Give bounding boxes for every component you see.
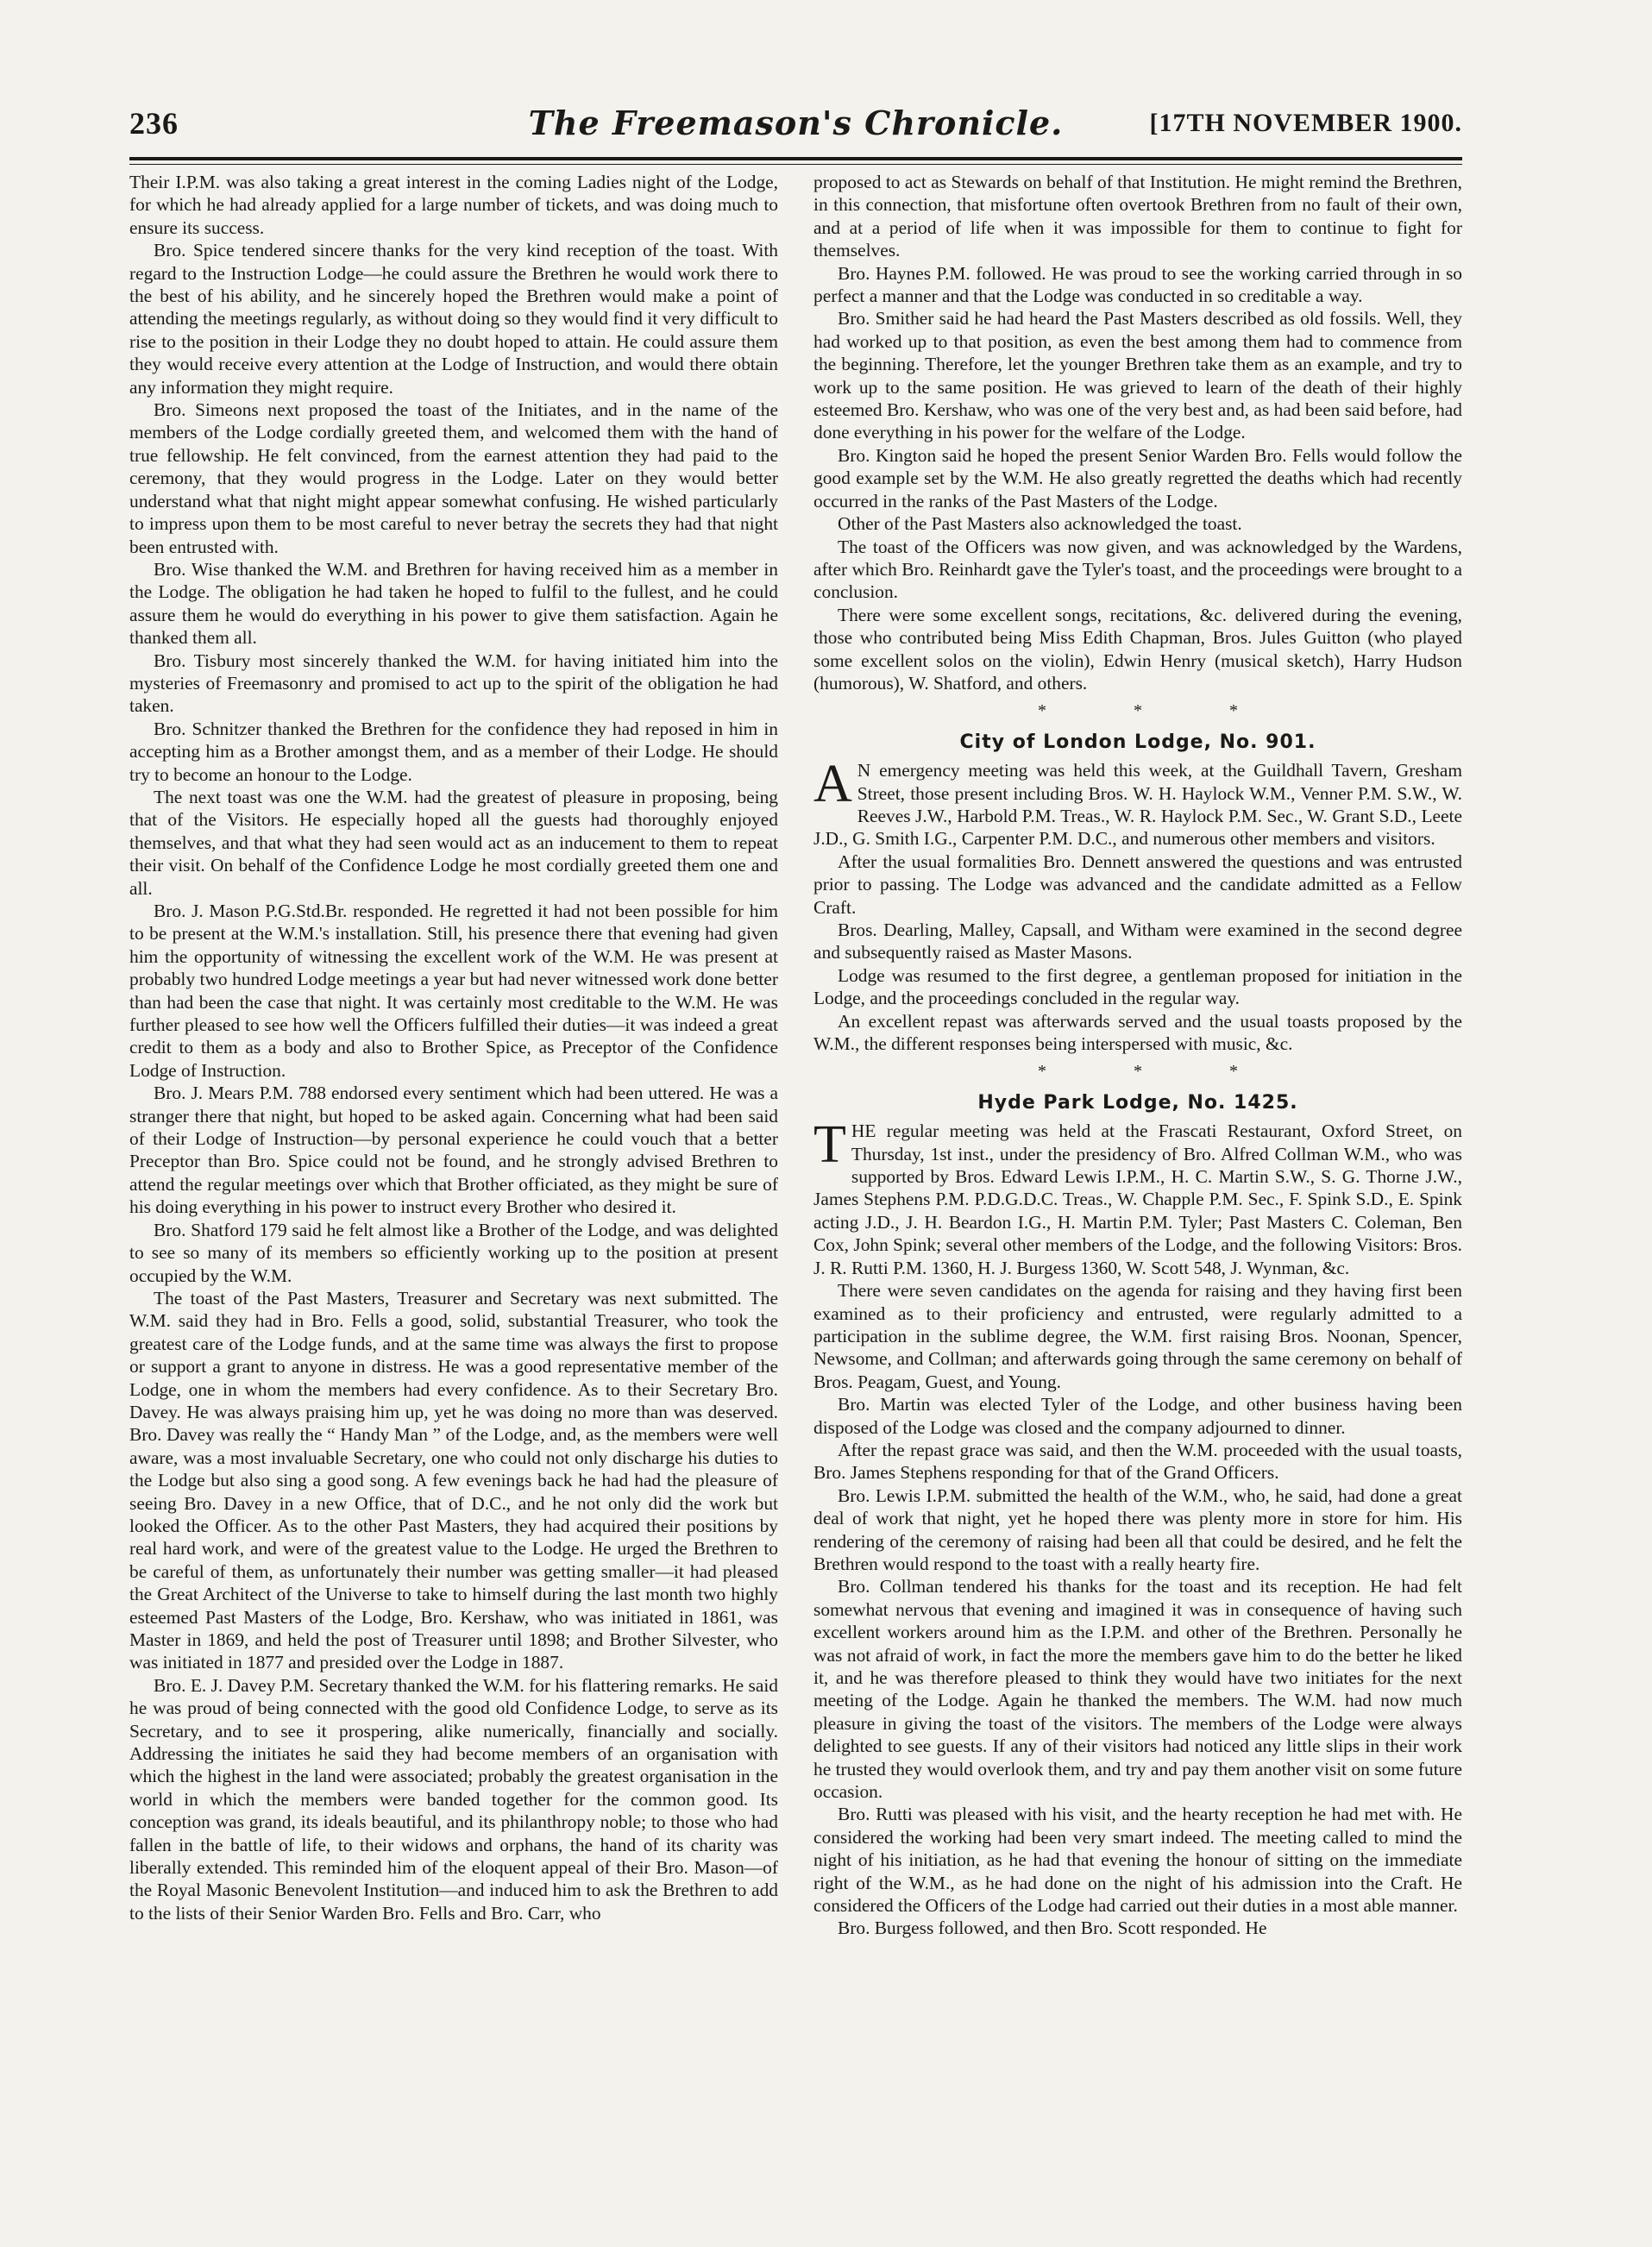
paragraph: Bro. Wise thanked the W.M. and Brethren for having received him as a member in the Lodge. The obligation he had taken he hoped to fulfil to the fullest, and he could assure them he would do everything in his power to give them satisfaction. Again he thanked them all.: [129, 558, 778, 649]
paragraph: Bro. E. J. Davey P.M. Secretary thanked the W.M. for his flattering remarks. He said he was proud of being connected with the good old Confidence Lodge, to serve as its Secretary, and to see it prospering, alike numerically, financially and socially. Addressing the initiates he said they had become members of an organisation with which the highest in the land were associated; probably the greatest organisation in the world in which the members were banded together for the common good. Its conception was grand, its ideals beautiful, and its philanthropy noble; to those who had fallen in the battle of life, to their widows and orphans, the hand of its charity was liberally extended. This reminded him of the eloquent appeal of their Bro. Mason—of the Royal Masonic Benevolent Institution—and induced him to ask the Brethren to add to the lists of their Senior Warden Bro. Fells and Bro. Carr, who: [129, 1674, 778, 1924]
drop-cap: T: [813, 1115, 846, 1175]
paragraph: Bro. Lewis I.P.M. submitted the health of the W.M., who, he said, had done a great deal of work that night, yet he hoped there was plenty more in store for him. His rendering of the ceremony of raising had been all that could be desired, and he felt the Brethren would respond to the toast with a really hearty fire.: [813, 1484, 1462, 1574]
paragraph: proposed to act as Stewards on behalf of that Institution. He might remind the Brethren, in this connection, that misfortune often overtook Brethren from no fault of their own, and at a period of life when it was impossible for them to continue to fight for themselves.: [813, 172, 1462, 261]
paragraph: Bro. Martin was elected Tyler of the Lodge, and other business having been disposed of the Lodge was closed and the company adjourned to dinner.: [813, 1394, 1462, 1438]
page-header: [129, 104, 1462, 164]
paragraph: [813, 755, 1462, 850]
paragraph: The next toast was one the W.M. had the greatest of pleasure in proposing, being that of the Visitors. He especially hoped all the guests had thoroughly enjoyed themselves, and that what they had seen would act as an inducement to them to repeat their visit. On behalf of the Confidence Lodge he most cordially greeted them one and all.: [129, 786, 778, 899]
paragraph: Bro. Schnitzer thanked the Brethren for the confidence they had reposed in him in accepting him as a Brother amongst them, and as a member of their Lodge. He should try to become an honour to the Lodge.: [129, 718, 778, 785]
paragraph: Bro. J. Mears P.M. 788 endorsed every sentiment which had been uttered. He was a stranger there that night, but hoped to be asked again. Concerning what had been said of their Lodge of Instruction—by personal experience he could vouch that a better Preceptor than Bro. Spice could not be found, and he strongly advised Brethren to attend the regular meetings over which that Brother officiated, as they might be sure of his doing everything in his power to instruct every Brother who desired it.: [129, 1083, 778, 1218]
paragraph: Bro. Kington said he hoped the present Senior Warden Bro. Fells would follow the good example set by the W.M. He also greatly regretted the deaths which had recently occurred in the ranks of the Past Masters of the Lodge.: [813, 444, 1462, 512]
section-heading-city-of-london: City of London Lodge, No. 901.: [959, 731, 1316, 753]
section-heading-hyde-park: Hyde Park Lodge, No. 1425.: [977, 1091, 1298, 1114]
issue-date: [17TH NOVEMBER 1900.: [1149, 109, 1462, 137]
paragraph: After the repast grace was said, and then the W.M. proceeded with the usual toasts, Bro. James Stephens responding for that of the Grand Officers.: [813, 1439, 1462, 1484]
masthead-title: The Freemason's Chronicle.: [528, 104, 1064, 142]
left-column: [129, 171, 778, 2206]
section-separator: * * *: [1038, 701, 1279, 721]
section-separator: * * *: [1038, 1062, 1279, 1082]
paragraph: An excellent repast was afterwards served and the usual toasts proposed by the W.M., the different responses being interspersed with music, &c.: [813, 1010, 1462, 1055]
page-number: 236: [129, 106, 179, 141]
paragraph: Bro. Shatford 179 said he felt almost like a Brother of the Lodge, and was delighted to see so many of its members so efficiently working up to the position at present occupied by the W.M.: [129, 1219, 778, 1286]
paragraph: Bro. Rutti was pleased with his visit, and the hearty reception he had met with. He considered the working had been very smart indeed. The meeting called to mind the night of his initiation, as he had that evening the honour of sitting on the immediate right of the W.M., as he had done on the night of his admission into the Craft. He considered the Officers of the Lodge had carried out their duties in a most able manner.: [813, 1804, 1462, 1917]
paragraph: Lodge was resumed to the first degree, a gentleman proposed for initiation in the Lodge, and the proceedings concluded in the regular way.: [813, 964, 1462, 1009]
paragraph: Other of the Past Masters also acknowledged the toast.: [838, 513, 1242, 535]
paragraph: Bro. Haynes P.M. followed. He was proud to see the working carried through in so perfect a manner and that the Lodge was conducted in so creditable a way.: [813, 262, 1462, 307]
right-column: [813, 171, 1462, 2206]
paragraph: Bro. Collman tendered his thanks for the toast and its reception. He had felt somewhat nervous that evening and imagined it was in consequence of having such excellent workers around him as the I.P.M. and other of the Brethren. Personally he was not afraid of work, in fact the more the members gave him to do the better he liked it, and he was therefore pleased to think they would have two initiates for the next meeting of the Lodge. Again he thanked the members. The W.M. had now much pleasure in giving the toast of the visitors. The members of the Lodge were always delighted to see guests. If any of their visitors had noticed any little slips in their work he trusted they would overlook them, and try and pay them another visit on some future occasion.: [813, 1576, 1462, 1803]
header-rule-thick: [129, 157, 1462, 160]
paragraph: The toast of the Past Masters, Treasurer and Secretary was next submitted. The W.M. said they had in Bro. Fells a good, solid, substantial Treasurer, who took the greatest care of the Lodge funds, and at the same time was always the first to propose or support a grant to anyone in distress. He was a good representative member of the Lodge, one in whom the members had every confidence. As to their Secretary Bro. Davey. He was always praising him up, yet he was doing no more than was deserved. Bro. Davey was really the “ Handy Man ” of the Lodge, and, as the members were well aware, was a most invaluable Secretary, one who could not only discharge his duties to the Lodge but also sing a good song. A few evenings back he had had the pleasure of seeing Bro. Davey in a new Office, that of D.C., and he not only did the work but looked the Officer. As to the other Past Masters, they had acquired their positions by real hard work, and were of the greatest value to the Lodge. He urged the Brethren to be careful of them, as unfortunately their number was getting smaller—it had pleased the Great Architect of the Universe to take to himself during the last month two highly esteemed Past Masters of the Lodge, Bro. Kershaw, who was initiated in 1861, was Master in 1869, and held the post of Treasurer until 1898; and Brother Silvester, who was initiated in 1877 and presided over the Lodge in 1887.: [129, 1287, 778, 1673]
paragraph: Bros. Dearling, Malley, Capsall, and Witham were examined in the second degree and subsequently raised as Master Masons.: [813, 920, 1462, 963]
paragraph: After the usual formalities Bro. Dennett answered the questions and was entrusted prior to passing. The Lodge was advanced and the candidate admitted as a Fellow Craft.: [813, 850, 1462, 918]
paragraph: Bro. Burgess followed, and then Bro. Scott responded. He: [838, 1917, 1267, 1939]
paragraph: Bro. Smither said he had heard the Past Masters described as old fossils. Well, they had worked up to that position, as even the best among them had to commence from the beginning. Therefore, let the younger Brethren take them as an example, and try to work up to the same position. He was grieved to learn of the death of their highly esteemed Bro. Kershaw, who was one of the very best and, as had been said before, had done everything in his power for the welfare of the Lodge.: [813, 308, 1462, 443]
paragraph: Bro. Tisbury most sincerely thanked the W.M. for having initiated him into the mysteries of Freemasonry and promised to act up to the spirit of the obligation he had taken.: [129, 650, 778, 717]
drop-cap: A: [813, 755, 852, 814]
paragraph: There were some excellent songs, recitations, &c. delivered during the evening, those who contributed being Miss Edith Chapman, Bros. Jules Guitton (who played some excellent solos on the violin), Edwin Henry (musical sketch), Harry Hudson (humorous), W. Shatford, and others.: [813, 604, 1462, 694]
paragraph: Their I.P.M. was also taking a great interest in the coming Ladies night of the Lodge, for which he had already applied for a large number of tickets, and was doing much to ensure its success.: [129, 172, 778, 238]
paragraph-text: N emergency meeting was held this week, at the Guildhall Tavern, Gresham Street, those present including Bros. W. H. Haylock W.M., Venner P.M. S.W., W. Reeves J.W., Harbold P.M. Treas., W. R. Haylock P.M. Sec., W. Grant S.D., Leete J.D., G. Smith I.G., Carpenter P.M. D.C., and numerous other members and visitors.: [813, 760, 1462, 850]
paragraph: There were seven candidates on the agenda for raising and they having first been examined as to their proficiency and entrusted, were regularly admitted to a participation in the sublime degree, the W.M. first raising Bros. Noonan, Spencer, Newsome, and Collman; and afterwards going through the same ceremony on behalf of Bros. Peagam, Guest, and Young.: [813, 1280, 1462, 1392]
paragraph: Bro. Simeons next proposed the toast of the Initiates, and in the name of the members of the Lodge cordially greeted them, and welcomed them with the hand of true fellowship. He felt convinced, from the earnest attention they had paid to the ceremony, that they would progress in the Lodge. Later on they would better understand what that night might appear somewhat confusing. He wished particularly to impress upon them to be most careful to never betray the secrets they had that night been entrusted with.: [129, 399, 778, 557]
paragraph: Bro. Spice tendered sincere thanks for the very kind reception of the toast. With regard to the Instruction Lodge—he could assure the Brethren he would work there to the best of his ability, and he sincerely hoped the Brethren would make a point of attending the meetings regularly, as without doing so they would find it very difficult to rise to the position in their Lodge they no doubt hoped to attain. He could assure them they would receive every attention at the Lodge of Instruction, and would there obtain any information they might require.: [129, 240, 778, 398]
paragraph: Bro. J. Mason P.G.Std.Br. responded. He regretted it had not been possible for him to be present at the W.M.'s installation. Still, his presence there that evening had given him the opportunity of witnessing the excellent work of the W.M. He was present at probably two hundred Lodge meetings a year but had never witnessed work done better than had been the case that night. It was certainly most creditable to the W.M. He was further pleased to see how well the Officers fulfilled their duties—it was indeed a great credit to them as a body and also to Brother Spice, as Preceptor of the Confidence Lodge of Instruction.: [129, 901, 778, 1081]
header-rule-thin: [129, 164, 1462, 165]
paragraph: [813, 1115, 1462, 1279]
paragraph: The toast of the Officers was now given, and was acknowledged by the Wardens, after which Bro. Reinhardt gave the Tyler's toast, and the proceedings were brought to a conclusion.: [813, 536, 1462, 603]
paragraph-text: HE regular meeting was held at the Frascati Restaurant, Oxford Street, on Thursday, 1st inst., under the presidency of Bro. Alfred Collman W.M., who was supported by Bros. Edward Lewis I.P.M., H. C. Martin S.W., S. G. Thorne J.W., James Stephens P.M. P.D.G.D.C. Treas., W. Chapple P.M. Sec., F. Spink S.D., E. Spink acting J.D., J. H. Beardon I.G., H. Martin P.M. Tyler; Past Masters C. Coleman, Ben Cox, John Spink; several other members of the Lodge, and the following Visitors: Bros. J. R. Rutti P.M. 1360, H. J. Burgess 1360, W. Scott 548, J. Wynman, &c.: [813, 1120, 1462, 1278]
